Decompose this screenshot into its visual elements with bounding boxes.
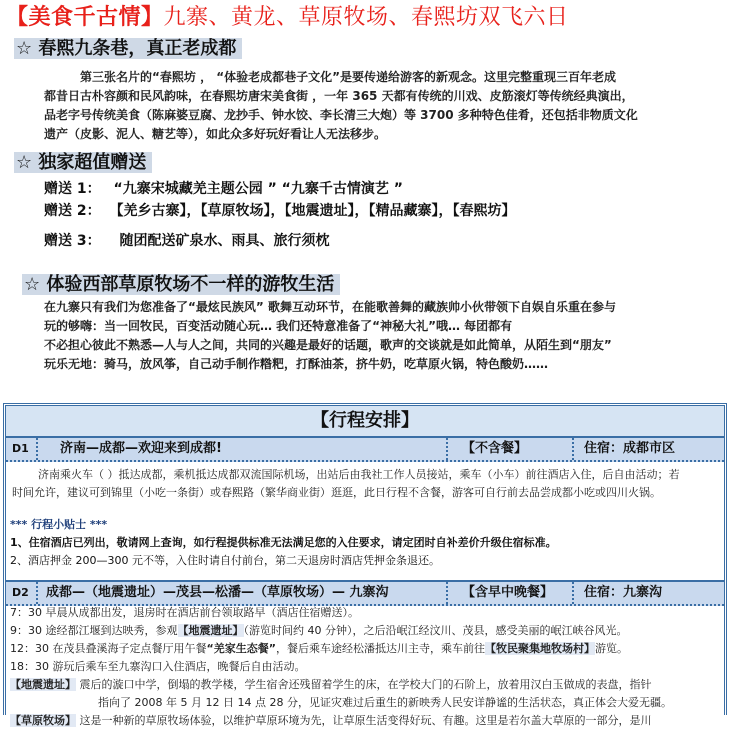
d1-tips [10, 516, 722, 570]
text-line: 济南乘火车（ ）抵达成都，乘机抵达成都双流国际机场，出站后由我社工作人员接站，乘车（小车）前往酒店入住，后自由活动；若 [38, 468, 680, 481]
note-text: 震后的漩口中学，倒塌的教学楼，学生宿舍还残留着学生的床，在学校大门的石阶上，放着用汉白玉做成的表盘，指针 [76, 678, 652, 691]
day-route: 成都—（地震遗址）—茂县—松潘—（草原牧场）— 九寨沟 [46, 585, 389, 600]
para-line: 都昔日古朴容颜和民风韵味，在春熙坊唐宋美食街 ，一年 365 天都有传统的川戏、皮筋滚灯等传统经典演出， [44, 89, 634, 103]
section-title-gifts [14, 150, 152, 176]
schedule-text: 9：30 途经都江堰到达映秀，参观 [10, 624, 178, 637]
schedule-line [10, 622, 726, 640]
section-title-text: 独家超值赠送 [38, 152, 147, 173]
header-brand: 【美食千古情】 [6, 5, 164, 30]
day-bar-d2 [6, 580, 724, 606]
page-header [6, 2, 726, 34]
text-line: 时间允许，建议可到锦里（小吃一条街）或春熙路（繁华商业街）逛逛，此日行程不含餐，游客可自行前去品尝成都小吃或四川火锅。 [12, 486, 661, 499]
day-bar-d1 [6, 436, 724, 462]
tip-line: 1、住宿酒店已列出，敬请网上查询，如行程提供标准无法满足您的入住要求，请定团时自补差价升级住宿标准。 [10, 536, 557, 549]
para-line: 在九寨只有我们为您准备了“最炫民族风” 歌舞互动环节，在能歌善舞的藏族帅小伙带领下自娱自乐重在参与 [44, 300, 616, 314]
gift-text: 随团配送矿泉水、雨具、旅行须枕 [119, 233, 330, 249]
schedule-line: 18：30 游玩后乘车至九寨沟口入住酒店，晚餐后自由活动。 [10, 660, 306, 673]
note-title: 【地震遗址】 [10, 678, 76, 691]
highlight-text: 【地震遗址】 [177, 624, 244, 637]
tip-line: 2、酒店押金 200—300 元不等，入住时请自付前台，第二天退房时酒店凭押金条退还。 [10, 554, 440, 567]
star-icon: ☆ [16, 38, 33, 59]
section-title-pasture [22, 272, 340, 298]
schedule-text: ，餐后乘车途经松潘抵达川主寺，乘车前往 [275, 642, 485, 655]
para-line: 第三张名片的“春熙坊 ， “体验老成都巷子文化”是要传递给游客的新观念。这里完整重现三百年老成 [80, 70, 617, 84]
para-line: 品老字号传统美食（陈麻婆豆腐、龙抄手、钟水饺、李长清三大炮）等 3700 多种特色佳肴，还包括非物质文化 [44, 108, 638, 122]
gift-label: 赠送 2： [44, 203, 101, 219]
gift-label: 赠送 3： [44, 233, 101, 249]
star-icon: ☆ [16, 152, 33, 173]
highlight-text: 【牧民聚集地牧场村】 [484, 642, 595, 655]
d2-schedule [10, 604, 726, 730]
hidden-lead: 为成都 [44, 70, 81, 84]
section3-paragraph [44, 298, 726, 374]
section-title-text: 体验西部草原牧场不一样的游牧生活 [46, 274, 335, 295]
schedule-text: 12：30 在茂县叠溪海子定点餐厅用午餐 [10, 642, 207, 655]
schedule-text: 游览。 [594, 642, 628, 655]
section-title-chunxi [14, 36, 242, 62]
para-line: 玩乐无地：骑马，放风筝，自己动手制作糌粑，打酥油茶，挤牛奶，吃草原火锅，特色酸奶…… [44, 357, 549, 371]
gift-1 [44, 178, 403, 200]
note-line [10, 676, 726, 694]
d1-description [12, 466, 724, 502]
highlight-text: “羌家生态餐” [206, 642, 276, 655]
note-title: 【草原牧场】 [10, 714, 76, 727]
day-meal: 【含早中晚餐】 [462, 585, 554, 600]
day-label: D1 [12, 442, 29, 455]
para-line: 遗产（皮影、泥人、糖艺等），如此众多好玩好看让人无法移步。 [44, 127, 387, 141]
note-line: 指向了 2008 年 5 月 12 日 14 点 28 分，见证灾难过后重生的新映秀人民安详静谧的生活状态，真正体会大爱无疆。 [98, 696, 672, 709]
header-route: 九寨、黄龙、草原牧场、春熙坊双飞六日 [163, 5, 569, 30]
para-line: 不必担心彼此不熟悉—人与人之间，共同的兴趣是最好的话题，歌声的交谈就是如此简单，从陌生到“朋友” [44, 338, 612, 352]
tips-title: *** 行程小贴士 *** [10, 518, 108, 531]
gift-text: “九寨宋城藏羌主题公园 ” “九寨千古情演艺 ” [113, 181, 403, 197]
day-label: D2 [12, 586, 29, 599]
schedule-text: （游览时间约 40 分钟），之后沿岷江经汶川、茂县，感受美丽的岷江峡谷风光。 [243, 624, 628, 637]
schedule-line [10, 640, 726, 658]
section-title-text: 春熙九条巷，真正老成都 [38, 38, 237, 59]
day-route: 济南—成都—欢迎来到成都! [60, 441, 222, 456]
itinerary-title: 【行程安排】 [6, 406, 724, 436]
note-text: 这是一种新的草原牧场体验，以维护草原环境为先，让草原生活变得好玩、有趣。这里是若尔盖大草原的一部分，是川 [76, 714, 652, 727]
itinerary-box [3, 403, 727, 727]
gift-text: 【羌乡古寨】，【草原牧场】，【地震遗址】，【精品藏寨】，【春熙坊】 [109, 203, 516, 219]
gift-label: 赠送 1： [44, 181, 101, 197]
gift-3 [44, 230, 330, 252]
gift-2 [44, 200, 516, 222]
day-stay: 住宿：九寨沟 [584, 585, 663, 600]
schedule-line: 7：30 早晨从成都出发，退房时在酒店前台领取路早（酒店住宿赠送）。 [10, 606, 359, 619]
star-icon: ☆ [24, 274, 41, 295]
para-line: 玩的够嗨：当一回牧民，百变活动随心玩… 我们还特意准备了“神秘大礼”哦… 每团都有 [44, 319, 513, 333]
day-meal: 【不含餐】 [462, 441, 528, 456]
day-stay: 住宿：成都市区 [584, 441, 676, 456]
section1-paragraph [44, 68, 724, 144]
